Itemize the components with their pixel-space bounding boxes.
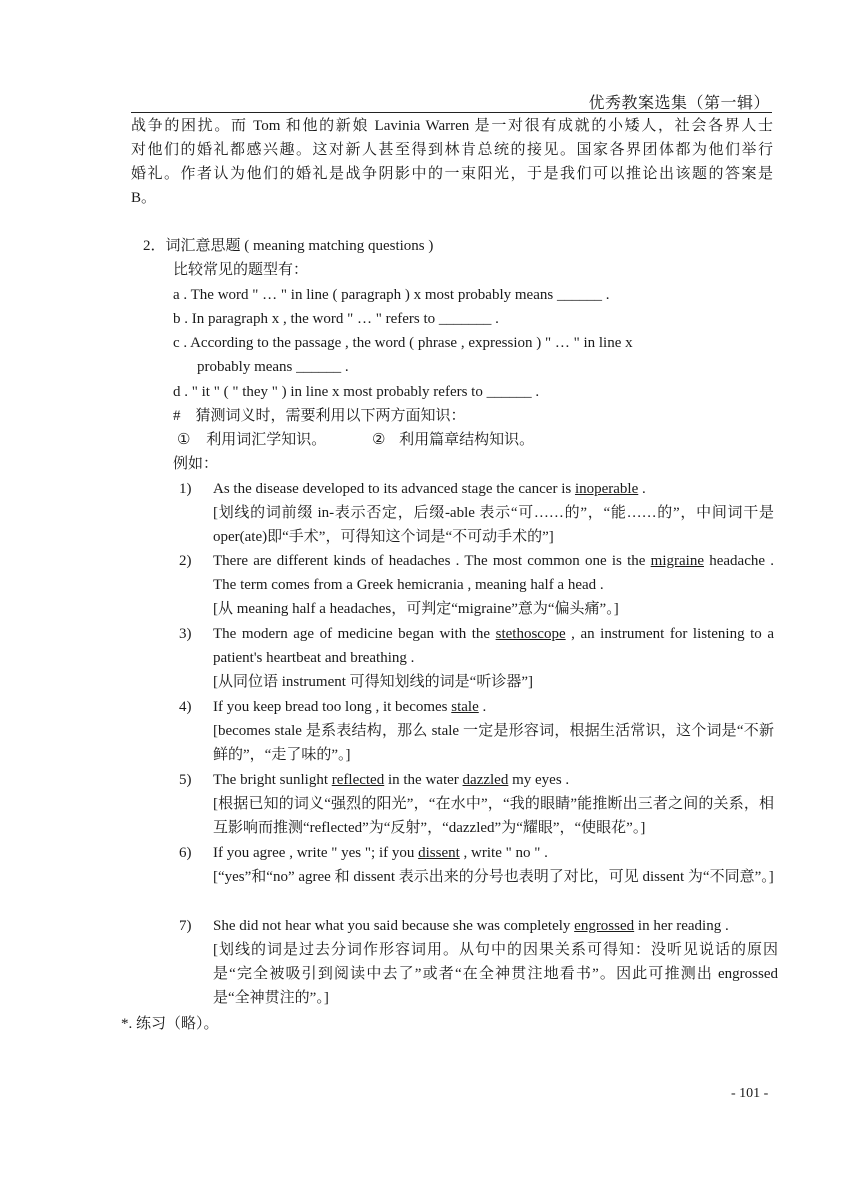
circled-one-mark: ①: [177, 432, 191, 448]
knowledge-list: [177, 428, 534, 452]
example-explanation: [becomes stale 是系表结构，那么 stale 一定是形容词，根据生活常识，这个词是“不新鲜的”，“走了味的”。]: [213, 723, 774, 763]
example-item: [213, 841, 774, 889]
example-sentence: The modern age of medicine began with the stethoscope , an instrument for listening to a patient's heartbeat and breathing .: [213, 626, 774, 666]
question-type-d: d . " it " ( " they " ) in line x most probably refers to ______ .: [173, 384, 540, 400]
examples-label: 例如：: [173, 456, 219, 472]
target-word: migraine: [650, 553, 704, 569]
example-explanation: [从 meaning half a headaches，可判定“migraine”意为“偏头痛”。]: [213, 601, 619, 617]
example-number: 6): [179, 845, 192, 861]
example-explanation: [划线的词是过去分词作形容词用。从句中的因果关系可得知：没听见说话的原因是“完全被吸引到阅读中去了”或者“在全神贯注地看书”。因此可推测出 engrossed 是“全神贯注的”。]: [213, 942, 778, 1006]
question-type-c: c . According to the passage , the word ( phrase , expression ) " … " in line x: [173, 335, 633, 351]
example-number: 4): [179, 699, 192, 715]
example-explanation: [从同位语 instrument 可得知划线的词是“听诊器”]: [213, 674, 533, 690]
page-number: - 101 -: [731, 1086, 769, 1101]
target-word: stethoscope: [495, 626, 566, 642]
example-sentence: There are different kinds of headaches . The most common one is the migraine headache . The term comes from a Greek hemicrania , meaning half a head .: [213, 553, 774, 593]
common-types-label: 比较常见的题型有：: [173, 262, 309, 278]
question-type-a: a . The word " … " in line ( paragraph ) x most probably means ______ .: [173, 287, 610, 303]
example-item: [213, 477, 774, 549]
intro-line: 对他们的婚礼都感兴趣。这对新人甚至得到林肯总统的接见。国家各界团体都为他们举行: [131, 142, 773, 158]
header-title: 优秀教案选集（第一辑）: [588, 95, 770, 112]
example-sentence: She did not hear what you said because she was completely engrossed in her reading .: [213, 918, 729, 934]
target-word: stale: [451, 699, 479, 715]
example-sentence: As the disease developed to its advanced stage the cancer is inoperable .: [213, 481, 646, 497]
example-explanation: [“yes”和“no” agree 和 dissent 表示出来的分号也表明了对比，可见 dissent 为“不同意”。]: [213, 869, 774, 885]
example-explanation: [根据已知的词义“强烈的阳光”，“在水中”，“我的眼睛”能推断出三者之间的关系，相互影响而推测“reflected”为“反射”，“dazzled”为“耀眼”，“使眼花”。]: [213, 796, 774, 836]
target-word: inoperable: [574, 481, 639, 497]
target-word: dissent: [418, 845, 460, 861]
example-sentence: The bright sunlight reflected in the water dazzled my eyes .: [213, 772, 570, 788]
example-item: [213, 768, 774, 840]
example-number: 1): [179, 481, 192, 497]
intro-paragraph: [131, 114, 773, 210]
example-explanation: [划线的词前缀 in-表示否定，后缀-able 表示“可……的”，“能……的”，中间词干是 oper(ate)即“手术”，可得知这个词是“不可动手术的”]: [213, 505, 774, 545]
example-number: 3): [179, 626, 192, 642]
page-header: [131, 88, 772, 113]
target-word: engrossed: [574, 918, 635, 934]
knowledge-item: 利用词汇学知识。: [206, 432, 327, 448]
knowledge-item: 利用篇章结构知识。: [399, 432, 535, 448]
example-number: 5): [179, 772, 192, 788]
section-heading: 2．词汇意思题 ( meaning matching questions ): [143, 238, 434, 254]
guess-hint: # 猜测词义时，需要利用以下两方面知识：: [173, 408, 466, 424]
intro-line: 婚礼。作者认为他们的婚礼是战争阴影中的一束阳光，于是我们可以推论出该题的答案是: [131, 166, 773, 182]
intro-line: B。: [131, 190, 157, 206]
exercise-note: *. 练习（略）。: [121, 1016, 219, 1032]
intro-line: 战争的困扰。而 Tom 和他的新娘 Lavinia Warren 是一对很有成就的小矮人，社会各界人士: [131, 118, 773, 134]
example-sentence: If you agree , write " yes "; if you dissent , write " no " .: [213, 845, 548, 861]
example-number: 7): [179, 918, 192, 934]
example-number: 2): [179, 553, 192, 569]
target-word: reflected: [331, 772, 385, 788]
question-type-c-cont: probably means ______ .: [197, 359, 349, 375]
example-item: [213, 695, 774, 767]
example-item: [213, 914, 778, 1010]
example-item: [213, 622, 774, 694]
circled-two-mark: ②: [371, 432, 386, 448]
question-type-b: b . In paragraph x , the word " … " refers to _______ .: [173, 311, 499, 327]
example-item: [213, 549, 774, 621]
example-sentence: If you keep bread too long , it becomes stale .: [213, 699, 487, 715]
target-word: dazzled: [462, 772, 509, 788]
